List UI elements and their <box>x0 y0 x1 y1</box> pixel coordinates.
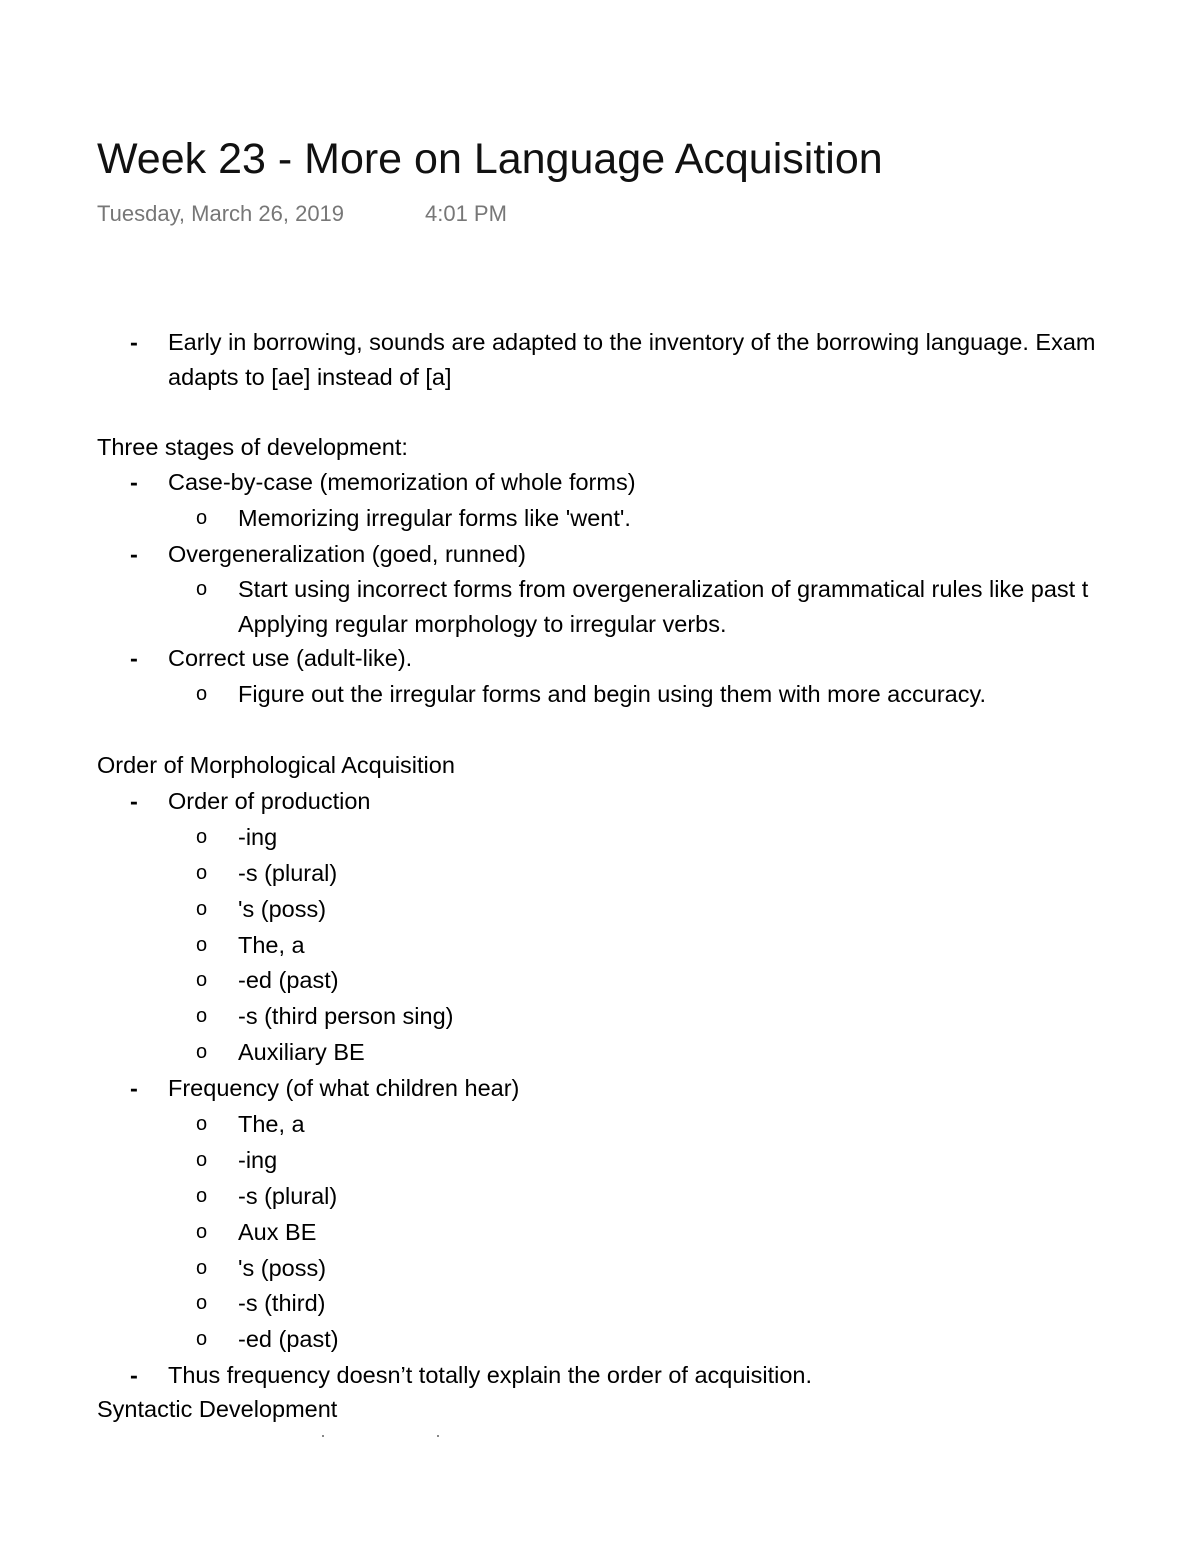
stage-case-by-case: Case-by-case (memorization of whole forms) <box>168 469 636 495</box>
production-item: -s (plural) <box>238 860 338 886</box>
circle-bullet: o <box>196 969 208 991</box>
dash-bullet: - <box>130 541 138 567</box>
note-time: 4:01 PM <box>425 201 507 226</box>
circle-bullet: o <box>196 1041 208 1063</box>
stage-correct-use-detail: Figure out the irregular forms and begin using them with more accuracy. <box>238 681 986 707</box>
dash-bullet: - <box>130 1362 138 1388</box>
morphology-heading: Order of Morphological Acquisition <box>97 752 455 778</box>
dash-bullet: - <box>130 329 138 355</box>
circle-bullet: o <box>196 683 208 705</box>
dash-bullet: - <box>130 788 138 814</box>
circle-bullet: o <box>196 934 208 956</box>
production-item: Auxiliary BE <box>238 1039 365 1065</box>
production-item: -ing <box>238 824 278 850</box>
production-item: The, a <box>238 932 305 958</box>
frequency-item: The, a <box>238 1111 305 1137</box>
stage-overgeneralization: Overgeneralization (goed, runned) <box>168 541 526 567</box>
cutoff-mark <box>322 1435 324 1437</box>
circle-bullet: o <box>196 1257 208 1279</box>
circle-bullet: o <box>196 1328 208 1350</box>
frequency-item: Aux BE <box>238 1219 317 1245</box>
page-title: Week 23 - More on Language Acquisition <box>97 135 883 183</box>
circle-bullet: o <box>196 507 208 529</box>
cutoff-mark <box>437 1435 439 1437</box>
intro-line-1: Early in borrowing, sounds are adapted to the inventory of the borrowing language. Exam <box>168 329 1096 355</box>
dash-bullet: - <box>130 469 138 495</box>
dash-bullet: - <box>130 645 138 671</box>
circle-bullet: o <box>196 862 208 884</box>
frequency-item: -ed (past) <box>238 1326 339 1352</box>
production-label: Order of production <box>168 788 371 814</box>
circle-bullet: o <box>196 1149 208 1171</box>
production-item: -ed (past) <box>238 967 339 993</box>
circle-bullet: o <box>196 898 208 920</box>
frequency-item: -s (third) <box>238 1290 326 1316</box>
circle-bullet: o <box>196 1221 208 1243</box>
circle-bullet: o <box>196 1185 208 1207</box>
circle-bullet: o <box>196 1292 208 1314</box>
morphology-conclusion: Thus frequency doesn’t totally explain the order of acquisition. <box>168 1362 813 1388</box>
production-item: -s (third person sing) <box>238 1003 454 1029</box>
stage-case-by-case-detail: Memorizing irregular forms like 'went'. <box>238 505 631 531</box>
stage-correct-use: Correct use (adult-like). <box>168 645 413 671</box>
frequency-label: Frequency (of what children hear) <box>168 1075 520 1101</box>
frequency-item: 's (poss) <box>238 1255 327 1281</box>
stages-heading: Three stages of development: <box>97 434 408 460</box>
circle-bullet: o <box>196 1113 208 1135</box>
circle-bullet: o <box>196 1005 208 1027</box>
intro-line-2: adapts to [ae] instead of [a] <box>168 364 452 390</box>
stage-overgeneralization-detail-2: Applying regular morphology to irregular verbs. <box>238 611 727 637</box>
frequency-item: -ing <box>238 1147 278 1173</box>
syntax-heading: Syntactic Development <box>97 1396 338 1422</box>
dash-bullet: - <box>130 1075 138 1101</box>
frequency-item: -s (plural) <box>238 1183 338 1209</box>
stage-overgeneralization-detail-1: Start using incorrect forms from overgeneralization of grammatical rules like past t <box>238 576 1089 602</box>
production-item: 's (poss) <box>238 896 327 922</box>
circle-bullet: o <box>196 578 208 600</box>
note-date: Tuesday, March 26, 2019 <box>97 201 345 226</box>
circle-bullet: o <box>196 826 208 848</box>
